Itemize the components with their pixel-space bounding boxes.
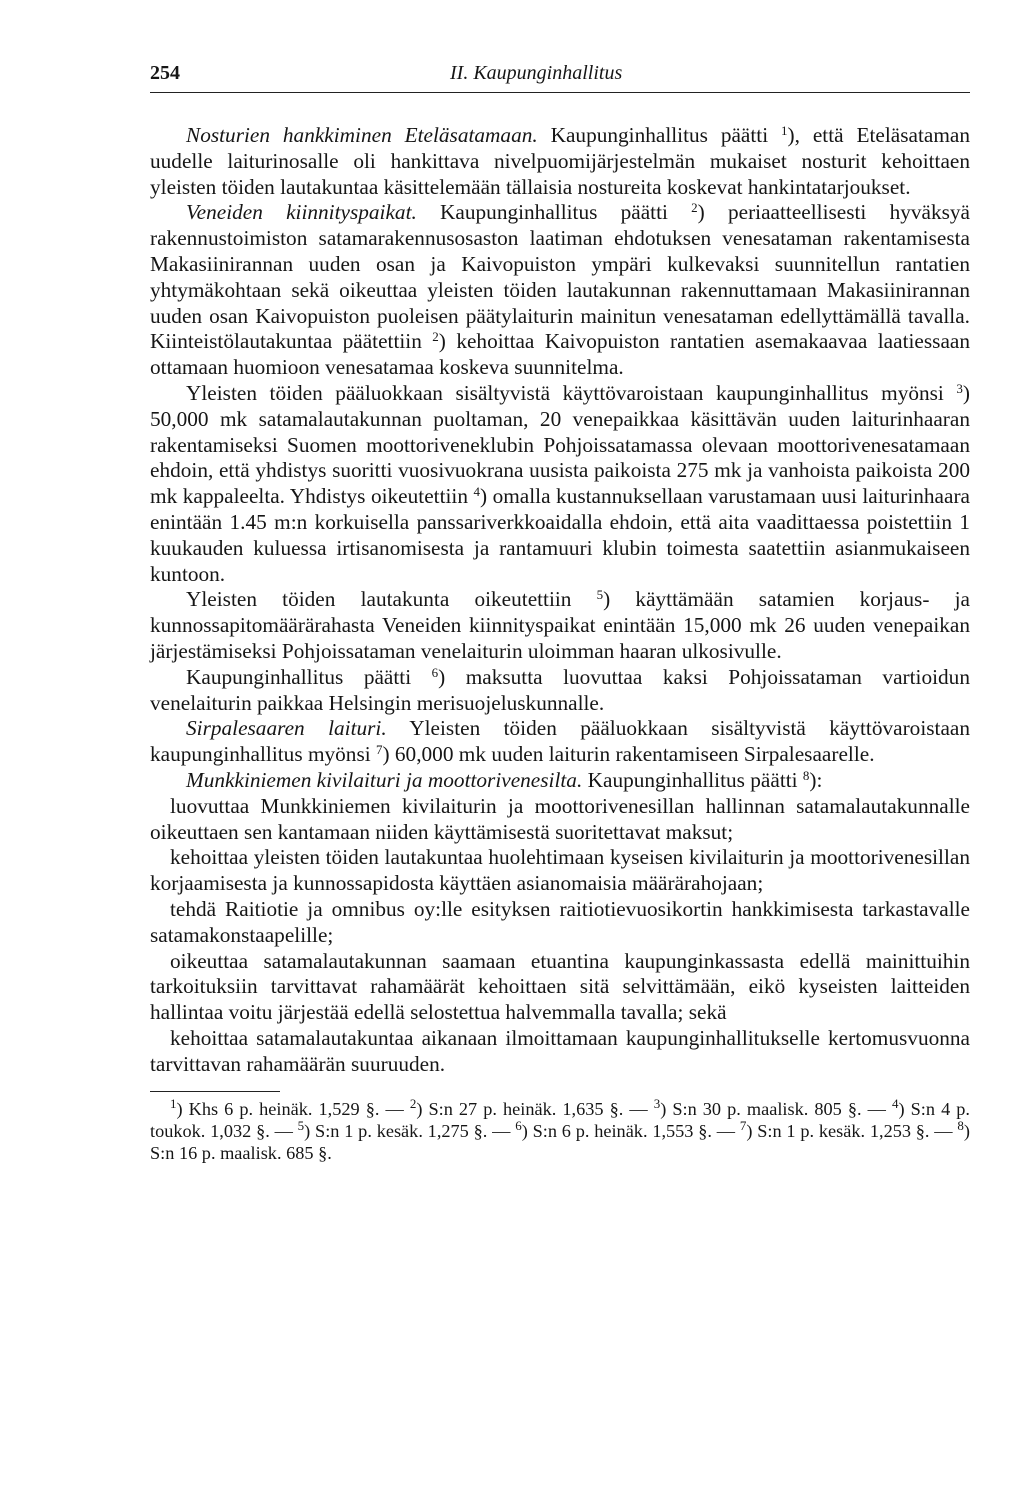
footnote-marker: 8 (957, 1118, 964, 1134)
document-page (150, 56, 970, 1164)
page-number: 254 (150, 62, 180, 84)
paragraph (150, 768, 970, 794)
footnotes (150, 1098, 970, 1164)
text-run: ) periaatteellisesti hyväksyä rakennustoimiston satamarakennusosaston laatiman ehdotuksen venesataman rakentamisesta Makasiinirannan uuden osan ja Kaivopuiston ympäri kulkevaksi suunnitellun rantatien yhtymäkohtaan sekä oikeuttaa yleisten töiden lautakunnan rakennuttamaan Makasiinirannan uuden osan Kaivopuiston puoleisen päätylaiturin mainitun venesataman edellyttämällä tavalla. Kiinteistölautakuntaa päätettiin (150, 200, 971, 354)
paragraph (150, 123, 970, 200)
running-title: II. Kaupunginhallitus (450, 62, 623, 84)
text-run: Kaupunginhallitus päätti (537, 123, 782, 147)
text-run: ): (809, 767, 823, 792)
text-run: ) kehoittaa Kaivopuiston rantatien asemakaavaa laatiessaan ottamaan huomioon venesatamaa koskeva suunnitelma. (150, 329, 970, 380)
paragraph (150, 587, 970, 664)
footnote-marker: 7 (739, 1118, 747, 1134)
text-run: ) 50,000 mk satamalautakunnan puoltaman, 20 venepaikkaa käsittävän uuden laiturinhaaran rakentamiseksi Suomen moottoriveneklubin Pohjoissatamassa olevaan moottorivenesatamaan ehdoin, että yhdistys suoritti vuosivuokrana uusista paikoista 275 mk ja vanhoista paikoista 200 mk kappaleelta. Yhdistys oikeutettiin (150, 380, 970, 509)
footnote-marker: 2 (409, 1096, 417, 1112)
text-run: ) omalla kustannuksellaan varustamaan uusi laiturinhaara enintään 1.45 m:n korkuisella panssariverkkoaidalla ehdoin, että aita vaadittaessa poistettiin 1 kuukauden kuluessa irtisanomisesta ja rantamuuri klubin toimesta saatettiin asianmukaiseen kuntoon. (150, 484, 970, 586)
text-run: Yleisten töiden pääluokkaan sisältyvistä käyttövaroistaan kaupunginhallitus myönsi (186, 380, 957, 405)
footnote-divider (150, 1091, 280, 1092)
footnote-marker: 1 (170, 1096, 177, 1112)
section-heading: Veneiden kiinnityspaikat. (186, 200, 417, 225)
footnote-ref: 4 (473, 484, 480, 500)
footnote-text: ) S:n 30 p. maalisk. 805 §. — (660, 1099, 892, 1120)
text-run: Kaupunginhallitus päätti (416, 200, 692, 225)
footnote-ref: 2 (691, 200, 698, 216)
paragraph (150, 381, 970, 587)
footnote-text: ) S:n 27 p. heinäk. 1,635 §. — (416, 1099, 654, 1120)
text-run: Kaupunginhallitus päätti (582, 767, 803, 792)
section-heading: Munkkiniemen kivilaituri ja moottorivenesilta. (186, 767, 583, 792)
footnote-ref: 2 (432, 329, 439, 345)
paragraph (150, 665, 970, 717)
text-run: Kaupunginhallitus päätti (186, 664, 432, 689)
footnote-text: ) S:n 4 p. toukok. 1,032 §. — (150, 1099, 970, 1142)
footnote-marker: 4 (891, 1096, 899, 1112)
footnote-marker: 5 (297, 1118, 305, 1134)
footnote-ref: 7 (375, 742, 383, 758)
list-item: kehoittaa yleisten töiden lautakuntaa huolehtimaan kyseisen kivilaiturin ja moottorivenesillan korjaamisesta ja kunnossapidosta käyttäen asianomaisia määrärahojaan; (150, 845, 970, 896)
footnote-text: ) S:n 16 p. maalisk. 685 §. (150, 1121, 970, 1164)
footnote-marker: 6 (515, 1118, 522, 1134)
section-heading: Nosturien hankkiminen Eteläsatamaan. (186, 123, 538, 147)
text-run: ) maksutta luovuttaa kaksi Pohjoissataman vartioidun venelaiturin paikkaa Helsingin merisuojeluskunnalle. (150, 664, 970, 715)
list-item: kehoittaa satamalautakuntaa aikanaan ilmoittamaan kaupunginhallitukselle kertomusvuonna tarvittavan rahamäärän suuruuden. (150, 1025, 970, 1076)
paragraph (150, 200, 970, 381)
footnote-text: ) S:n 6 p. heinäk. 1,553 §. — (521, 1121, 740, 1142)
list-item: luovuttaa Munkkiniemen kivilaiturin ja moottorivenesillan hallinnan satamalautakunnalle oikeuttaen sen kantamaan niiden käyttämisestä suoritettavat maksut; (150, 793, 970, 844)
page-header (150, 56, 970, 93)
footnote-marker: 3 (653, 1096, 661, 1112)
section-heading: Sirpalesaaren laituri. (186, 716, 387, 741)
body-text (150, 123, 970, 1077)
text-run: Yleisten töiden lautakunta oikeutettiin (186, 587, 597, 612)
footnote-ref: 6 (431, 664, 439, 680)
footnote-ref: 3 (956, 380, 963, 396)
footnote-ref: 5 (596, 587, 604, 603)
footnote-text: ) S:n 1 p. kesäk. 1,275 §. — (304, 1121, 516, 1142)
list-item: oikeuttaa satamalautakunnan saamaan etuantina kaupunginkassasta edellä mainittuihin tarkoituksiin tarvittavat rahamäärät kehoittaen sitä selvittämään, eikö kyseisten laitteiden hallintaa voitu järjestää edellä selostettua halvemmalla tavalla; sekä (150, 948, 970, 1025)
list-item: tehdä Raitiotie ja omnibus oy:lle esityksen raitiotievuosikortin hankkimisesta tarkastavalle satamakonstaapelille; (150, 896, 970, 947)
text-run: Yleisten töiden pääluokkaan sisältyvistä käyttövaroistaan kaupunginhallitus myönsi (150, 716, 970, 767)
text-run: ) käyttämään satamien korjaus- ja kunnossapitomäärärahasta Veneiden kiinnityspaikat enintään 15,000 mk 26 uuden venepaikan järjestämiseksi Pohjoissataman venelaiturin uloimman haaran ulkosivulle. (150, 587, 970, 663)
text-run: ) 60,000 mk uuden laiturin rakentamiseen Sirpalesaarelle. (382, 742, 875, 767)
footnote-text: ) S:n 1 p. kesäk. 1,253 §. — (746, 1121, 958, 1142)
text-run: ), että Eteläsataman uudelle laiturinosalle oli hankittava nivelpuomijärjestelmän mukaiset nosturit kehoittaen yleisten töiden lautakuntaa käsittelemään tällaisia nostureita koskevat hankintatarjoukset. (150, 123, 970, 199)
footnote-ref: 1 (781, 123, 788, 138)
footnote-text: ) Khs 6 p. heinäk. 1,529 §. — (176, 1099, 410, 1120)
footnote-ref: 8 (802, 767, 810, 783)
paragraph (150, 716, 970, 768)
